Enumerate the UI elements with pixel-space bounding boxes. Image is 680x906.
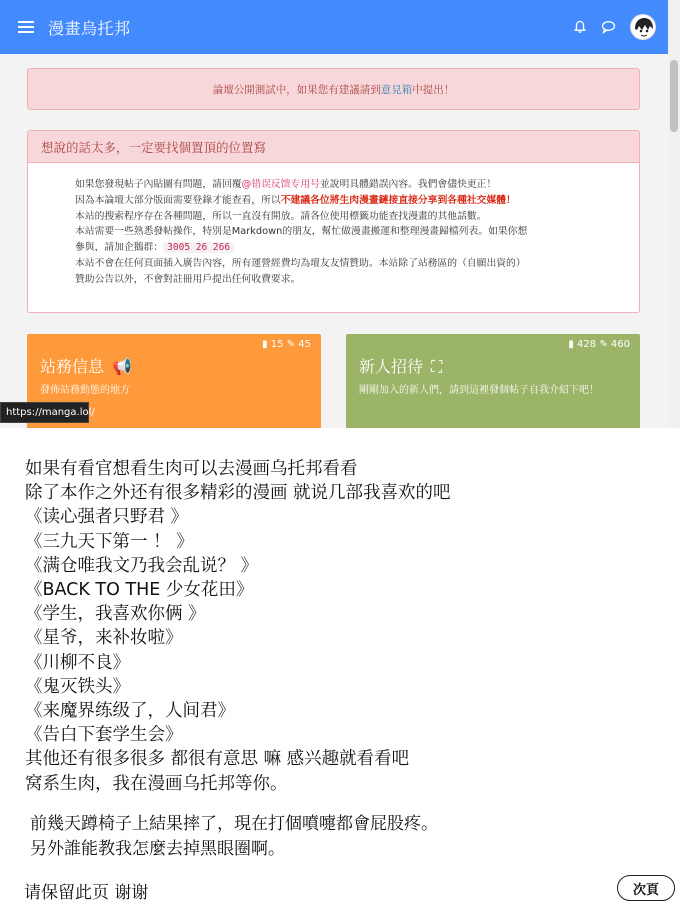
card-stats: ▮ 15 ✎ 45: [262, 339, 311, 350]
notice-line: 本站的搜索程序存在各種問題，所以一直沒有開放。請各位使用標籤功能查找漫畫的其他話數。: [75, 210, 487, 222]
card-title[interactable]: 站務信息 📢: [40, 357, 132, 376]
note-line: 前幾天蹲椅子上結果摔了，現在打個噴嚏都會屁股疼。: [30, 814, 438, 834]
card-stats: ▮ 428 ✎ 460: [568, 339, 630, 350]
feedback-user-tag[interactable]: @错误反馈专用号: [241, 179, 320, 190]
notice-line: 本站需要一些熟悉發帖操作，特別是Markdown的朋友，幫忙做漫畫搬運和整理漫畫歸檔列表。如果你想: [75, 226, 528, 238]
menu-icon[interactable]: [18, 21, 34, 33]
top-app-bar: [0, 0, 668, 54]
comic-page: [0, 428, 680, 906]
note-line: 窝系生肉，我在漫画乌托邦等你。: [25, 773, 288, 794]
forum-content: [0, 54, 668, 428]
note-line: 《鬼灭铁头》: [25, 676, 130, 697]
notice-warning: 不建議各位將生肉漫畫鏈接直接分享到各種社交媒體！: [280, 194, 516, 206]
note-line: 《读心强者只野君 》: [25, 507, 189, 528]
note-line: 如果有看官想看生肉可以去漫画乌托邦看看: [25, 459, 358, 479]
beta-alert: [27, 68, 640, 110]
status-url-tooltip: https://manga.lol/: [0, 402, 89, 423]
card-title[interactable]: 新人招待 ⛶: [359, 357, 443, 376]
next-page-stamp: 次頁: [617, 875, 675, 901]
note-line: 除了本作之外还有很多精彩的漫画 就说几部我喜欢的吧: [25, 483, 451, 504]
note-line: 《BACK TO THE 少女花田》: [25, 580, 254, 601]
card-description: 發佈站務動態的地方: [40, 385, 130, 396]
notice-line: 因為本論壇大部分版面需要登錄才能查看，所以不建議各位將生肉漫畫鏈接直接分享到各種社交媒體！: [75, 194, 516, 206]
notice-line: 本站不會在任何頁面插入廣告內容，所有運營經費均為壇友友情贊助。本站除了站務區的（自願出資的）: [75, 257, 526, 269]
alert-prefix: 論壇公開測試中，如果您有建議請到: [212, 83, 381, 96]
note-line: 其他还有很多很多 都很有意思 嘛 感兴趣就看看吧: [25, 749, 410, 770]
notice-line: 參與，請加企鵝群： 3005 26 266: [75, 240, 621, 256]
page-scrollbar[interactable]: [668, 0, 680, 428]
note-line: 《星爷，来补妆啦》: [25, 628, 183, 649]
note-line: 《三九天下第一 ！ 》: [25, 531, 194, 552]
note-line: 《川柳不良》: [25, 652, 130, 673]
notice-title: 想說的話太多，一定要找個置頂的位置寫: [28, 131, 639, 163]
app-title[interactable]: 漫畫烏托邦: [48, 18, 131, 38]
appbar-actions: [573, 14, 656, 40]
pinned-notice: [27, 130, 640, 313]
user-avatar[interactable]: [630, 14, 656, 40]
scrollbar-thumb[interactable]: [670, 60, 678, 132]
keep-page-note: 请保留此页 谢谢: [24, 883, 149, 903]
book-icon: ▮: [262, 339, 268, 350]
book-icon: ▮: [568, 339, 574, 350]
bell-icon[interactable]: [573, 20, 587, 34]
note-line: 另外誰能教我怎麼去掉黑眼圈啊。: [30, 839, 285, 859]
pencil-icon: ✎: [286, 339, 296, 350]
alert-suffix: 中提出！: [412, 83, 455, 96]
qq-group-code: 3005 26 266: [163, 242, 234, 253]
notice-line: 如果您發現帖子內貼圖有問題，請回覆@错误反馈专用号並說明具體錯誤內容。我們會儘快更正！: [75, 179, 497, 190]
sitemap-icon: ⛶: [431, 357, 443, 376]
note-line: 《告白下套学生会》: [25, 725, 183, 746]
megaphone-icon: 📢: [112, 357, 132, 376]
chat-icon[interactable]: [601, 20, 616, 34]
note-line: 《满仓唯我文乃我会乱说？ 》: [25, 555, 259, 576]
notice-line: 贊助公告以外，不會對註冊用戶提出任何收費要求。: [75, 273, 301, 285]
author-note: [30, 812, 438, 862]
translator-note: [25, 457, 451, 796]
notice-body: [28, 163, 639, 288]
note-line: 《学生，我喜欢你俩 》: [25, 604, 206, 625]
feedback-box-link[interactable]: 意見箱: [380, 83, 413, 96]
card-description: 剛剛加入的新人們，請到這裡發個帖子自我介紹下吧！: [359, 385, 599, 396]
category-card-newcomers[interactable]: [346, 334, 640, 428]
pencil-icon: ✎: [599, 339, 608, 350]
note-line: 《来魔界练级了，人间君》: [25, 701, 235, 722]
